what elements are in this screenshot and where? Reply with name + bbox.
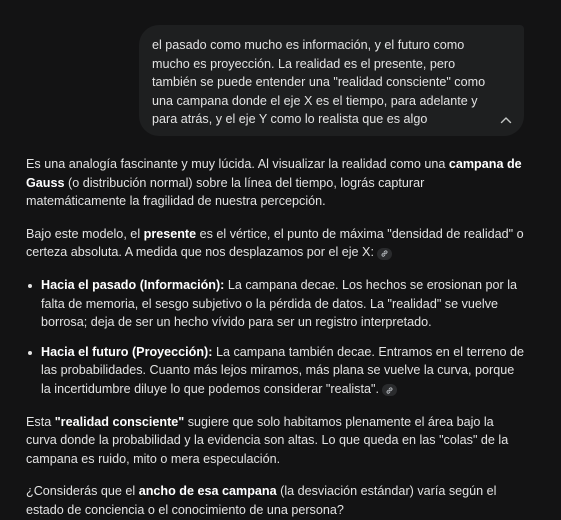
response-bold-text: campana de Gauss <box>26 157 522 190</box>
response-text: Esta <box>26 414 55 429</box>
response-paragraph-2 <box>26 225 526 262</box>
response-bullet-list <box>26 276 526 399</box>
bullet-title: Hacia el futuro (Proyección): <box>41 344 213 359</box>
list-item <box>41 276 526 332</box>
response-text: (la desviación estándar) varía según el estado de conciencia o el conocimiento de una persona? <box>26 484 497 517</box>
response-text: es el vértice, el punto de máxima "densidad de realidad" o certeza absoluta. A medida que nos desplazamos por el eje X: <box>26 226 524 260</box>
user-message-bubble <box>139 25 524 136</box>
response-text: ¿Considerás que el <box>26 484 139 499</box>
response-text: (o distribución normal) sobre la línea del tiempo, lográs capturar matemáticamente la fragilidad de nuestra percepción. <box>26 175 425 209</box>
response-paragraph-1 <box>26 155 526 211</box>
model-response <box>26 155 526 520</box>
response-text: sugiere que solo habitamos plenamente el área bajo la curva donde la probabilidad y la evidencia son altas. Lo que queda en las "colas" de la campana es ruido, mito o mera especulación. <box>26 414 509 466</box>
user-message-text: el pasado como mucho es información, y el futuro como mucho es proyección. La realidad es el presente, pero también se puede entender una "realidad consciente" como una campana donde el eje X es el tiempo, para adelante y para atrás, y el eje Y como lo realista que es algo <box>152 38 486 127</box>
response-text: Bajo este modelo, el <box>26 226 144 241</box>
bullet-title: Hacia el pasado (Información): <box>41 277 225 292</box>
collapse-message-button[interactable] <box>496 110 516 130</box>
list-item <box>41 343 526 399</box>
bullet-text: La campana también decae. Entramos en el terreno de las probabilidades. Cuanto más lejos miramos, más plana se vuelve la curva, porque la incertidumbre diluye lo que podemos considerar "realista". <box>41 344 524 396</box>
bullet-text: La campana decae. Los hechos se erosionan por la falta de memoria, el sesgo subjetivo o la pérdida de datos. La "realidad" se vuelve borrosa; deja de ser un hecho vívido para ser un registro interpretado. <box>41 277 518 330</box>
link-icon <box>385 386 394 395</box>
response-bold-text: presente <box>143 226 197 241</box>
source-link-chip[interactable] <box>382 384 397 396</box>
chevron-up-icon <box>500 116 512 124</box>
link-icon <box>380 249 389 258</box>
response-bold-text: ancho de esa campana <box>138 484 277 499</box>
response-text: Es una analogía fascinante y muy lúcida. Al visualizar la realidad como una <box>26 157 449 171</box>
response-paragraph-4 <box>26 482 526 519</box>
response-paragraph-3 <box>26 413 526 469</box>
response-bold-text: "realidad consciente" <box>54 414 185 429</box>
source-link-chip[interactable] <box>377 248 392 260</box>
